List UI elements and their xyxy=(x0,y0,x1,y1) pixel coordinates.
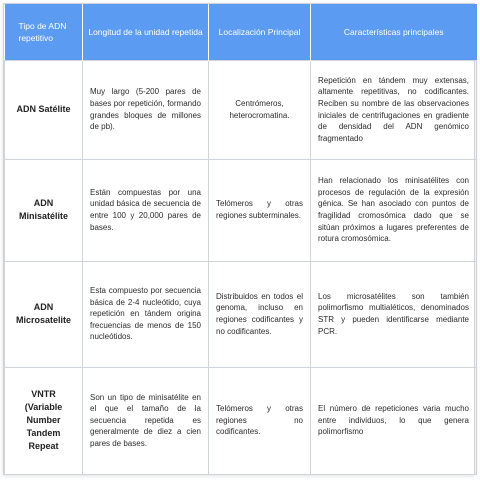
row-length: Muy largo (5-200 pares de bases por repetición, formando grandes bloques de millones de pb). xyxy=(83,60,209,159)
row-features: Han relacionado los minisatélites con procesos de regulación de la expresión génica. Se han asociado con puntos de fragilidad cromosómica dado que se sitúan próximos a lugares preferentes de rotura cromosómica. xyxy=(311,159,477,261)
row-length: Son un tipo de minisatélite en el que el tamaño de la secuencia repetida es generalmente de diez a cien pares de bases. xyxy=(83,367,209,474)
header-type: Tipo de ADN repetitivo xyxy=(5,4,83,60)
row-type: ADN Minisatélite xyxy=(5,159,83,261)
header-features: Características principales xyxy=(311,4,477,60)
header-length: Longitud de la unidad repetida xyxy=(83,4,209,60)
row-length: Están compuestas por una unidad básica de secuencia de entre 100 y 20,000 pares de bases. xyxy=(83,159,209,261)
row-length: Esta compuesto por secuencia básica de 2-4 nucleótido, cuya repetición en tándem origina frecuencias de menos de 150 nucleótidos. xyxy=(83,261,209,367)
row-location: Distribuidos en todos el genoma, incluso en regiones codificantes y no codificantes. xyxy=(209,261,311,367)
row-features: Los microsatélites son también polimorfismo multialéticos, denominados STR y pueden identificarse mediante PCR. xyxy=(311,261,477,367)
table-row xyxy=(5,60,477,159)
table-row xyxy=(5,367,477,474)
row-location: Centrómeros, heterocromatina. xyxy=(209,60,311,159)
row-type: VNTR (Variable Number Tandem Repeat xyxy=(5,367,83,474)
row-features: El número de repeticiones varia mucho entre individuos, lo que genera polimorfismo xyxy=(311,367,477,474)
dna-repeat-table-container xyxy=(3,3,475,475)
table-row xyxy=(5,159,477,261)
dna-repeat-table xyxy=(4,4,477,475)
row-type: ADN Microsatelite xyxy=(5,261,83,367)
row-location: Telómeros y otras regiones no codificantes. xyxy=(209,367,311,474)
row-location: Telómeros y otras regiones subterminales. xyxy=(209,159,311,261)
table-header-row xyxy=(5,4,477,60)
table-row xyxy=(5,261,477,367)
header-location: Localización Principal xyxy=(209,4,311,60)
row-features: Repetición en tándem muy extensas, altamente repetitivas, no codificantes. Reciben su nombre de las observaciones iniciales de centrifugaciones en gradiente de densidad del ADN genómico fragmentado xyxy=(311,60,477,159)
row-type: ADN Satélite xyxy=(5,60,83,159)
